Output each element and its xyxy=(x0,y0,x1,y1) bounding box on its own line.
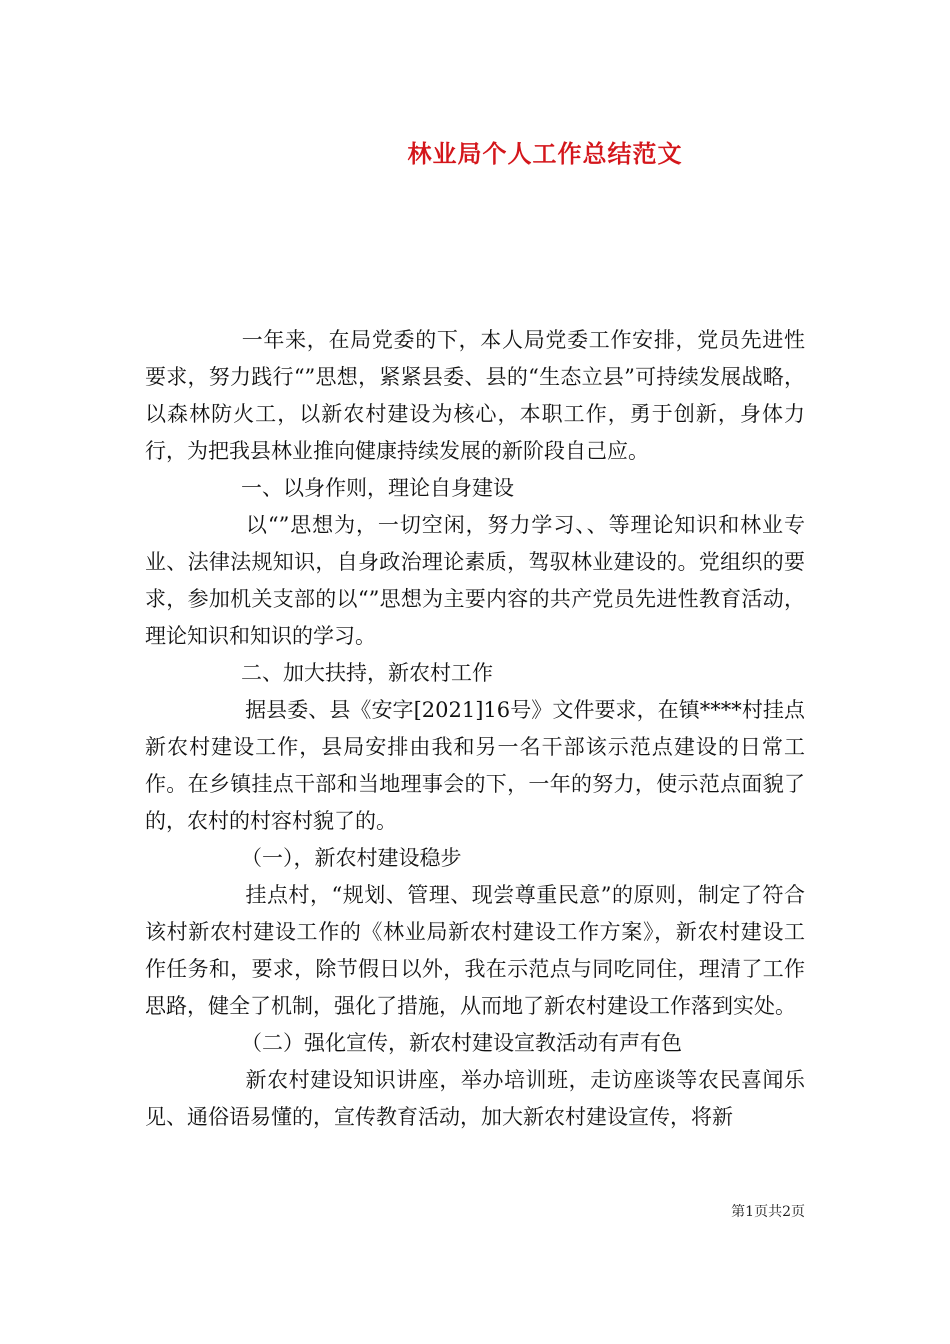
document-body xyxy=(145,322,805,1136)
section-heading-2: 二、加大扶持，新农村工作 xyxy=(241,661,493,685)
paragraph-intro: 一年来，在局党委的下，本人局党委工作安排，党员先进性要求，努力践行“”思想，紧紧县委、县的“生态立县”可持续发展战略，以森林防火工，以新农村建设为核心，本职工作，勇于创新，身体力行，为把我县林业推向健康持续发展的新阶段自己应。 xyxy=(145,328,805,463)
paragraph-section-2: 据县委、县《安字[2021]16号》文件要求，在镇****村挂点新农村建设工作，县局安排由我和另一名干部该示范点建设的日常工作。在乡镇挂点干部和当地理事会的下，一年的努力，使示范点面貌了的，农村的村容村貌了的。 xyxy=(145,698,805,833)
paragraph-section-1: 以“”思想为，一切空闲，努力学习、、等理论知识和林业专业、法律法规知识，自身政治理论素质，驾驭林业建设的。党组织的要求，参加机关支部的以“”思想为主要内容的共产党员先进性教育活动，理论知识和知识的学习。 xyxy=(145,513,805,648)
subsection-heading-2: （二）强化宣传，新农村建设宣教活动有声有色 xyxy=(241,1031,682,1055)
paragraph-subsection-1: 挂点村，“规划、管理、现尝尊重民意”的原则，制定了符合该村新农村建设工作的《林业局新农村建设工作方案》，新农村建设工作任务和，要求，除节假日以外，我在示范点与同吃同住，理清了工作思路，健全了机制，强化了措施，从而地了新农村建设工作落到实处。 xyxy=(145,883,805,1018)
document-title: 林业局个人工作总结范文 xyxy=(407,139,683,168)
paragraph-subsection-2: 新农村建设知识讲座，举办培训班，走访座谈等农民喜闻乐见、通俗语易懂的，宣传教育活动，加大新农村建设宣传，将新 xyxy=(145,1068,805,1129)
subsection-heading-1: （一），新农村建设稳步 xyxy=(241,846,462,870)
page-number-footer: 第1页共2页 xyxy=(731,1204,805,1220)
section-heading-1: 一、以身作则，理论自身建设 xyxy=(241,476,514,500)
